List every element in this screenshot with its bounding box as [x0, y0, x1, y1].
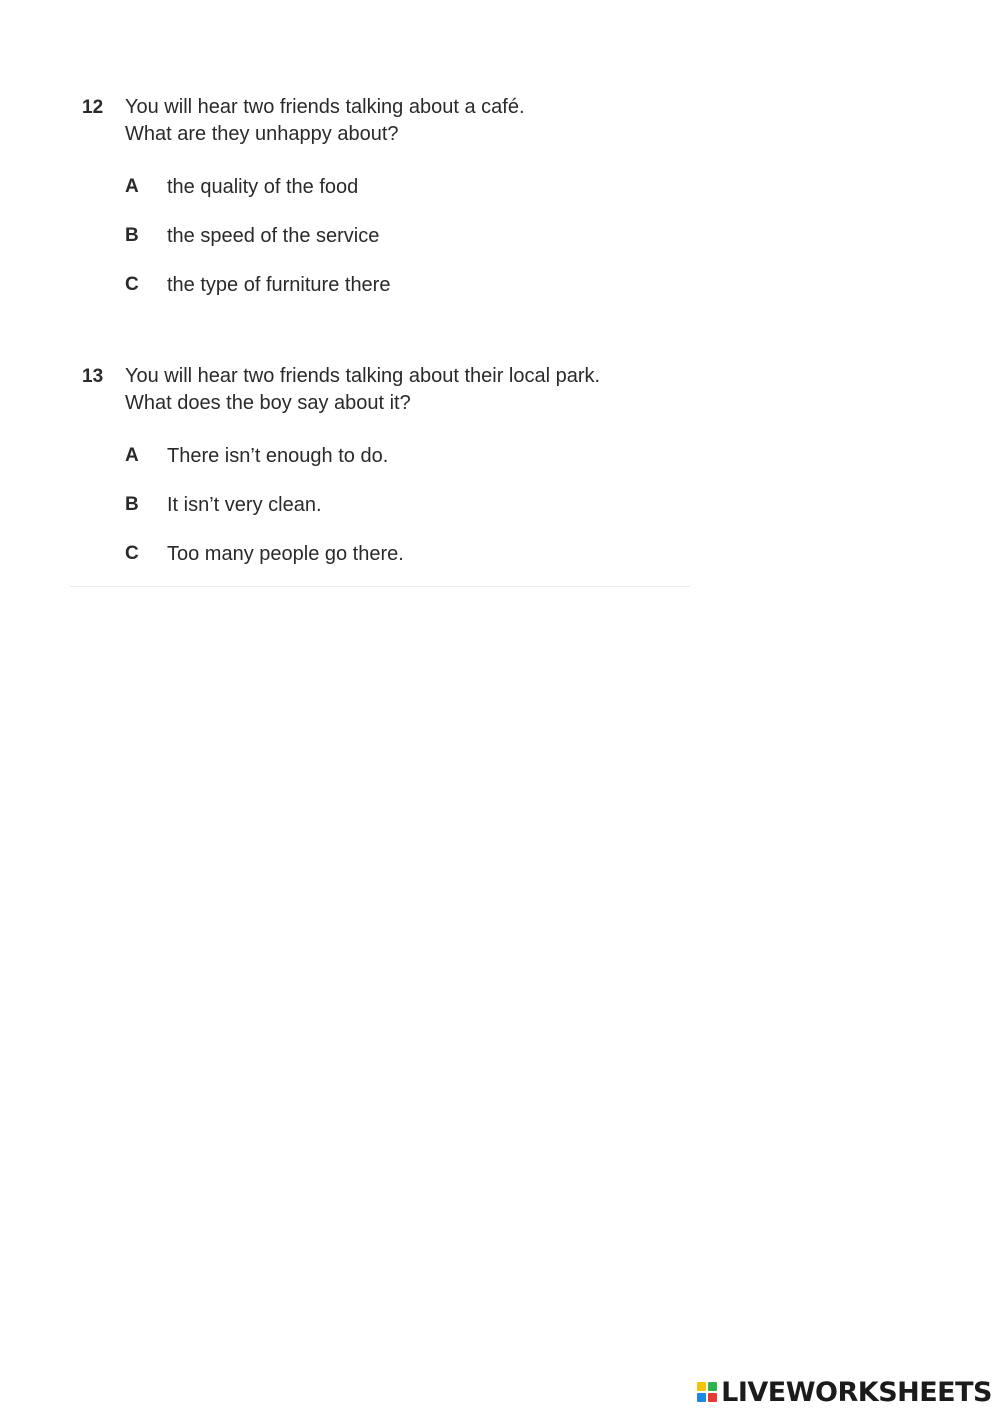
option-text: the quality of the food: [167, 176, 359, 198]
question-text-line-1: You will hear two friends talking about their local park.: [125, 365, 601, 387]
question-text-line-2: What does the boy say about it?: [125, 392, 411, 414]
option-text: There isn’t enough to do.: [167, 445, 389, 467]
option-letter: B: [125, 494, 139, 515]
question-number: 13: [82, 366, 104, 387]
answer-options: [82, 445, 702, 592]
logo-square-2: [708, 1382, 717, 1391]
option-letter: C: [125, 274, 139, 295]
option-text: the speed of the service: [167, 225, 380, 247]
brand-name: LIVEWORKSHEETS: [721, 1376, 992, 1408]
question-13: [82, 363, 702, 592]
question-text-line-2: What are they unhappy about?: [125, 123, 399, 145]
question-text-line-1: You will hear two friends talking about a café.: [125, 96, 525, 118]
question-prompt: [82, 363, 702, 417]
option-text: It isn’t very clean.: [167, 494, 322, 516]
option-b[interactable]: [125, 225, 702, 274]
option-text: Too many people go there.: [167, 543, 404, 565]
liveworksheets-brand: [697, 1377, 992, 1407]
section-divider: [70, 586, 690, 587]
option-text: the type of furniture there: [167, 274, 391, 296]
question-number: 12: [82, 97, 104, 118]
logo-square-4: [708, 1393, 717, 1402]
option-letter: C: [125, 543, 139, 564]
question-prompt: [82, 94, 702, 148]
option-a[interactable]: [125, 176, 702, 225]
logo-square-1: [697, 1382, 706, 1391]
answer-options: [82, 176, 702, 323]
option-letter: A: [125, 445, 139, 466]
question-12: [82, 94, 702, 323]
option-letter: B: [125, 225, 139, 246]
logo-square-3: [697, 1393, 706, 1402]
liveworksheets-logo-icon: [697, 1382, 717, 1402]
option-a[interactable]: [125, 445, 702, 494]
option-c[interactable]: [125, 274, 702, 323]
option-letter: A: [125, 176, 139, 197]
option-c[interactable]: [125, 543, 702, 592]
option-b[interactable]: [125, 494, 702, 543]
